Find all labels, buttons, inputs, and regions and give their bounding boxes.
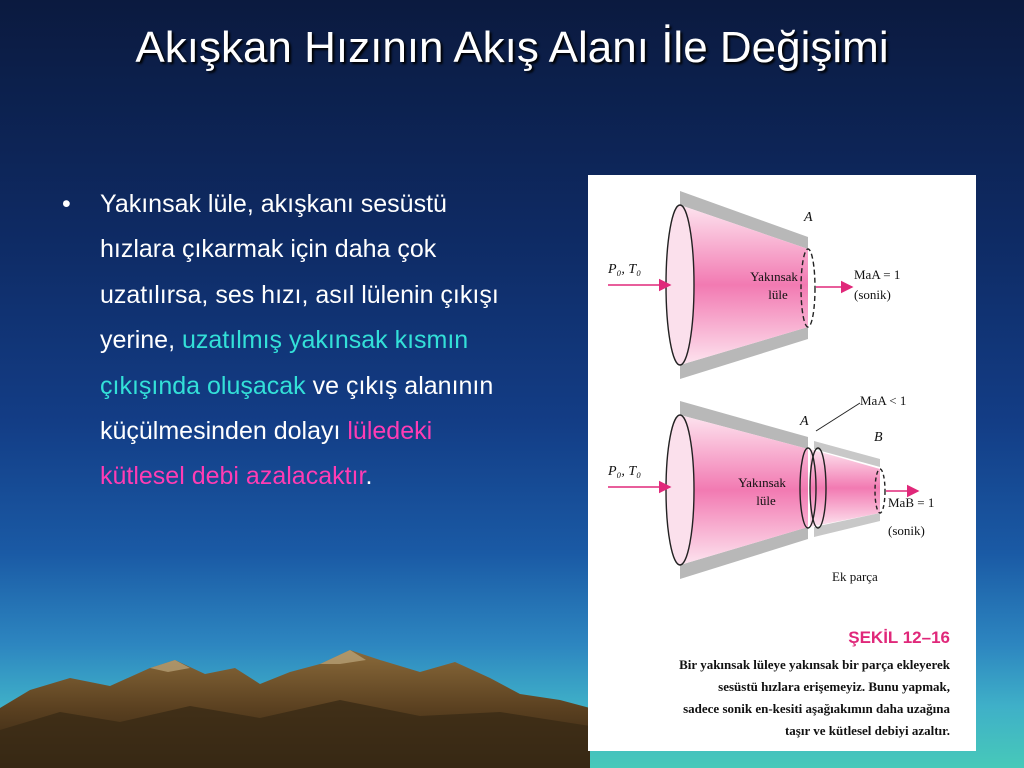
bottom-exit-label: MaB = 1 xyxy=(888,495,935,510)
top-section-a-label: A xyxy=(804,210,813,225)
nozzle-figure xyxy=(588,175,976,751)
bottom-inlet-label: P₀, T₀ xyxy=(608,464,642,479)
bottom-nozzle-label-1: Yakınsak xyxy=(738,475,786,490)
bottom-inlet-section xyxy=(666,415,694,565)
slide-title: Akışkan Hızının Akış Alanı İle Değişimi xyxy=(135,23,889,72)
bottom-nozzle xyxy=(607,393,934,584)
bullet-item xyxy=(100,182,500,500)
bottom-section-a-label: A xyxy=(800,414,809,429)
top-nozzle xyxy=(607,191,900,379)
ma-a-leader-line xyxy=(816,403,860,431)
caption-line-2: sesüstü hızlara erişemeyiz. Bunu yapmak, xyxy=(718,679,950,694)
bottom-section-b-label: B xyxy=(874,430,883,445)
top-nozzle-label-2: lüle xyxy=(768,287,788,302)
extension-label: Ek parça xyxy=(832,569,878,584)
top-inlet-label: P₀, T₀ xyxy=(608,262,642,277)
top-nozzle-label-1: Yakınsak xyxy=(750,269,798,284)
bottom-exit-note: (sonik) xyxy=(888,523,925,538)
caption-line-1: Bir yakınsak lüleye yakınsak bir parça ekleyerek xyxy=(679,657,950,672)
bullet-text-end: . xyxy=(365,462,373,491)
caption-line-3: sadece sonik en-kesiti aşağıakımın daha uzağına xyxy=(683,701,950,716)
top-exit-note: (sonik) xyxy=(854,287,891,302)
nozzle-diagram xyxy=(588,175,976,751)
bullet-highlight-cyan: uzatılmış yakınsak kısmın çıkışında oluşacak xyxy=(100,326,469,400)
ma-a-label: MaA < 1 xyxy=(860,393,907,408)
bottom-nozzle-label-2: lüle xyxy=(756,493,776,508)
bullet-marker: • xyxy=(62,190,71,218)
top-inlet-section xyxy=(666,205,694,365)
caption-title: ŞEKİL 12–16 xyxy=(848,628,950,647)
bullet-highlight-pink: lüledeki kütlesel debi azalacaktır xyxy=(100,417,433,491)
bullet-text-part-1: Yakınsak lüle, akışkanı sesüstü hızlara çıkarmak için daha çok uzatılırsa, ses hızı, asıl lülenin çıkışı yerine, xyxy=(100,190,499,355)
bullet-text-part-2: ve çıkış alanının küçülmesinden dolayı xyxy=(100,371,494,446)
top-exit-label: MaA = 1 xyxy=(854,267,901,282)
caption-line-4: taşır ve kütlesel debiyi azaltır. xyxy=(784,723,950,738)
